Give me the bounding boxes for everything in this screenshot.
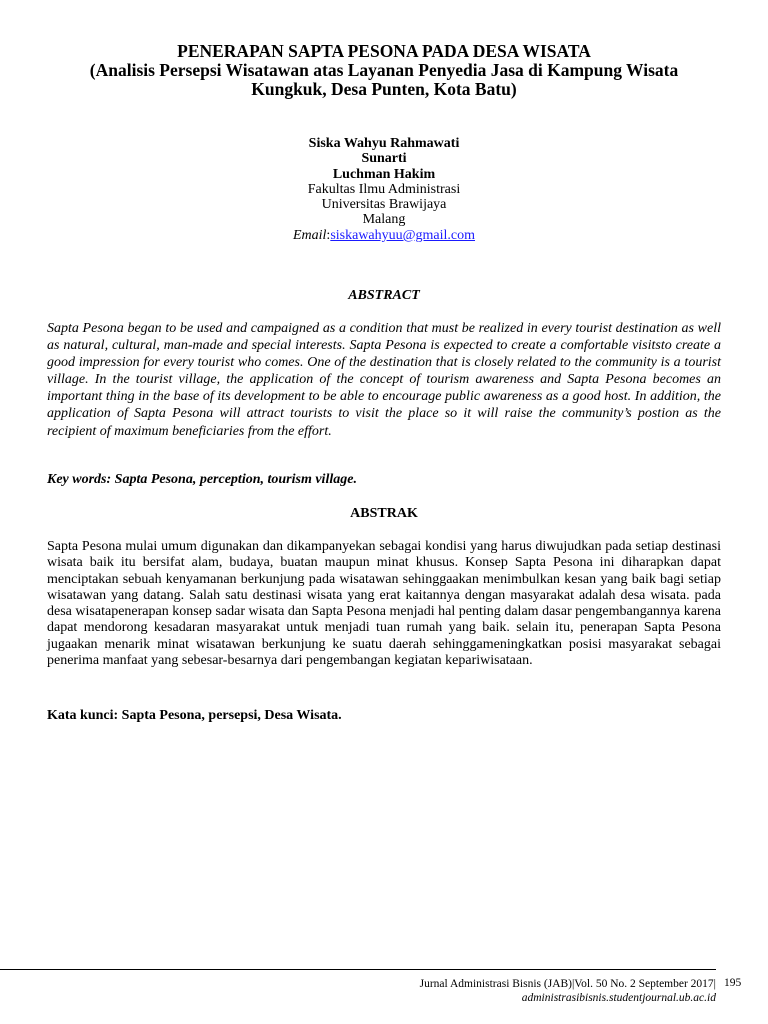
abstrak-heading: ABSTRAK bbox=[350, 506, 418, 521]
email-line: Email:siskawahyuu@gmail.com bbox=[292, 227, 476, 243]
page-number: 195 bbox=[724, 977, 742, 989]
footer-site: administrasibisnis.studentjournal.ub.ac.id bbox=[521, 992, 716, 1004]
author-block bbox=[40, 136, 728, 243]
abstract-text: Sapta Pesona began to be used and campaigned as a condition that must be realized in every tourist destination as well as natural, cultural, man-made and special interests. Sapta Pesona is expected to create a comfortable visitsto create a good impression for every tourist who comes. One of the destination that is closely related to the community is a tourist village. In the tourist village, the application of the concept of tourism awareness and Sapta Pesona becomes an important thing in the base of its development to be able to encourage public awareness as a good host. In addition, the application of Sapta Pesona will attract tourists to visit the place so it will raise the community’s postion as the recipient of maximum beneficiaries from the effort. bbox=[47, 321, 721, 439]
title-line-1: PENERAPAN SAPTA PESONA PADA DESA WISATA bbox=[177, 41, 591, 61]
keywords-id: Kata kunci: Sapta Pesona, persepsi, Desa Wisata. bbox=[47, 708, 342, 723]
author-name: Luchman Hakim bbox=[332, 166, 436, 182]
university: Universitas Brawijaya bbox=[321, 197, 447, 213]
email-label: Email bbox=[292, 227, 327, 243]
email-link[interactable]: siskawahyuu@gmail.com bbox=[330, 227, 476, 243]
footer-divider bbox=[0, 969, 716, 970]
city: Malang bbox=[362, 212, 406, 228]
title-line-3: Kungkuk, Desa Punten, Kota Batu) bbox=[251, 79, 517, 99]
title-line-2: (Analisis Persepsi Wisatawan atas Layanan Penyedia Jasa di Kampung Wisata bbox=[89, 60, 679, 80]
abstrak-text: Sapta Pesona mulai umum digunakan dan dikampanyekan sebagai kondisi yang harus diwujudkan pada setiap destinasi wisata baik itu bersifat alam, budaya, buatan maupun minat khusus. Konsep Sapta Pesona ini diharapkan dapat menciptakan sebuah kenyamanan berkunjung pada wisatawan sehinggaakan menimbulkan kesan yang baik bagi setiap wisatawan yang datang. Salah satu destinasi wisata yang erat kaitannya dengan masyarakat adalah desa wisata. pada desa wisatapenerapan konsep sadar wisata dan Sapta Pesona menjadi hal penting dalam dasar pengembangannya karena dapat mendorong kesadaran masyarakat untuk menjadi tuan rumah yang baik. selain itu, penerapan Sapta Pesona jugaakan menarik minat wisatawan berkunjung ke suatu daerah sehinggameningkatkan posisi masyarakat sebagai penerima manfaat yang sebesar-besarnya dari pengembangan kegiatan kepariwisataan. bbox=[47, 539, 721, 669]
faculty: Fakultas Ilmu Administrasi bbox=[307, 181, 461, 197]
abstract-heading: ABSTRACT bbox=[348, 288, 420, 303]
author-name: Sunarti bbox=[361, 151, 407, 167]
keywords-en: Key words: Sapta Pesona, perception, tourism village. bbox=[47, 472, 357, 487]
author-name: Siska Wahyu Rahmawati bbox=[308, 136, 460, 151]
footer-journal: Jurnal Administrasi Bisnis (JAB)|Vol. 50 No. 2 September 2017| bbox=[419, 978, 716, 990]
paper-title bbox=[40, 42, 728, 99]
